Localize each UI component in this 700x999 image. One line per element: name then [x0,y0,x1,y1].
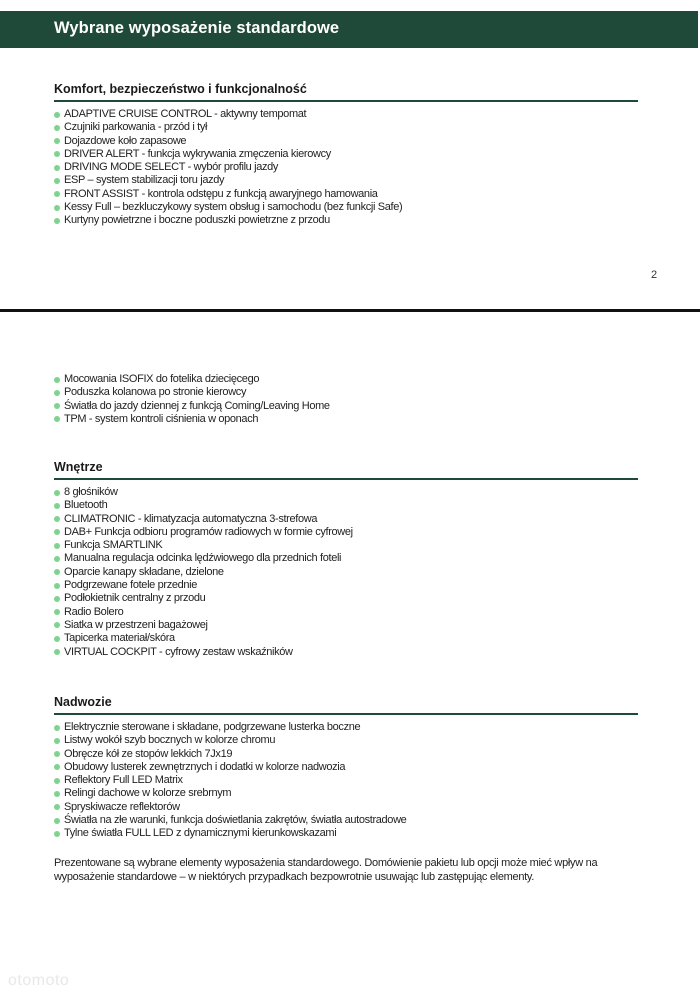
list-item: Manualna regulacja odcinka lędźwiowego dla przednich foteli [54,552,638,565]
bullet-icon [54,622,60,628]
list-item: DRIVER ALERT - funkcja wykrywania zmęczenia kierowcy [54,148,638,161]
list-item: Kurtyny powietrzne i boczne poduszki powietrzne z przodu [54,214,638,227]
list-item: 8 głośników [54,486,638,499]
bullet-icon [54,596,60,602]
section-heading: Komfort, bezpieczeństwo i funkcjonalność [54,82,638,102]
bullet-icon [54,403,60,409]
list-item: DAB+ Funkcja odbioru programów radiowych w formie cyfrowej [54,526,638,539]
list-item: Bluetooth [54,499,638,512]
item-list [54,721,638,841]
list-item: Funkcja SMARTLINK [54,539,638,552]
list-item: Światła do jazdy dziennej z funkcją Coming/Leaving Home [54,400,638,413]
list-item: Reflektory Full LED Matrix [54,774,638,787]
section-nadwozie [54,695,638,841]
page-divider [0,309,700,312]
bullet-icon [54,112,60,118]
section-komfort-continued [54,373,638,426]
list-item: Relingi dachowe w kolorze srebrnym [54,787,638,800]
bullet-icon [54,556,60,562]
bullet-icon [54,764,60,770]
list-item: Dojazdowe koło zapasowe [54,135,638,148]
section-heading: Nadwozie [54,695,638,715]
list-item: Kessy Full – bezkluczykowy system obsług i samochodu (bez funkcji Safe) [54,201,638,214]
bullet-icon [54,831,60,837]
list-item: ADAPTIVE CRUISE CONTROL - aktywny tempomat [54,108,638,121]
header-bar [0,11,698,48]
item-list [54,486,638,659]
list-item: Obręcze kół ze stopów lekkich 7Jx19 [54,748,638,761]
bullet-icon [54,503,60,509]
bullet-icon [54,138,60,144]
list-item: Spryskiwacze reflektorów [54,801,638,814]
list-item: FRONT ASSIST - kontrola odstępu z funkcją awaryjnego hamowania [54,188,638,201]
bullet-icon [54,165,60,171]
bullet-icon [54,390,60,396]
bullet-icon [54,191,60,197]
bullet-icon [54,609,60,615]
watermark-logo: otomoto [8,972,70,989]
list-item: Listwy wokół szyb bocznych w kolorze chromu [54,734,638,747]
bullet-icon [54,569,60,575]
bullet-icon [54,778,60,784]
list-item: TPM - system kontroli ciśnienia w oponach [54,413,638,426]
bullet-icon [54,178,60,184]
page-title: Wybrane wyposażenie standardowe [54,19,340,37]
bullet-icon [54,151,60,157]
page-number: 2 [651,269,658,281]
list-item: Podłokietnik centralny z przodu [54,592,638,605]
bullet-icon [54,738,60,744]
list-item: VIRTUAL COCKPIT - cyfrowy zestaw wskaźników [54,646,638,659]
bullet-icon [54,125,60,131]
list-item: Obudowy lusterek zewnętrznych i dodatki w kolorze nadwozia [54,761,638,774]
bullet-icon [54,649,60,655]
item-list [54,108,638,228]
list-item: Tylne światła FULL LED z dynamicznymi kierunkowskazami [54,827,638,840]
bullet-icon [54,543,60,549]
list-item: DRIVING MODE SELECT - wybór profilu jazdy [54,161,638,174]
list-item: Elektrycznie sterowane i składane, podgrzewane lusterka boczne [54,721,638,734]
bullet-icon [54,636,60,642]
list-item: CLIMATRONIC - klimatyzacja automatyczna 3-strefowa [54,513,638,526]
bullet-icon [54,218,60,224]
bullet-icon [54,725,60,731]
section-komfort [54,82,638,228]
list-item: Czujniki parkowania - przód i tył [54,121,638,134]
bullet-icon [54,416,60,422]
bullet-icon [54,751,60,757]
bullet-icon [54,583,60,589]
list-item: Radio Bolero [54,606,638,619]
list-item: ESP – system stabilizacji toru jazdy [54,174,638,187]
list-item: Tapicerka materiał/skóra [54,632,638,645]
bullet-icon [54,516,60,522]
bullet-icon [54,529,60,535]
bullet-icon [54,490,60,496]
list-item: Światła na złe warunki, funkcja doświetlania zakrętów, światła autostradowe [54,814,638,827]
list-item: Siatka w przestrzeni bagażowej [54,619,638,632]
bullet-icon [54,791,60,797]
bullet-icon [54,377,60,383]
section-wnetrze [54,460,638,659]
footnote: Prezentowane są wybrane elementy wyposażenia standardowego. Domówienie pakietu lub opcji może mieć wpływ na wyposażenie standardowe – w niektórych przypadkach bezpowrotnie usuwając lub zastępując elementy. [54,857,598,883]
list-item: Mocowania ISOFIX do fotelika dziecięcego [54,373,638,386]
section-heading: Wnętrze [54,460,638,480]
bullet-icon [54,818,60,824]
list-item: Podgrzewane fotele przednie [54,579,638,592]
item-list [54,373,638,426]
list-item: Poduszka kolanowa po stronie kierowcy [54,386,638,399]
list-item: Oparcie kanapy składane, dzielone [54,566,638,579]
bullet-icon [54,804,60,810]
bullet-icon [54,205,60,211]
